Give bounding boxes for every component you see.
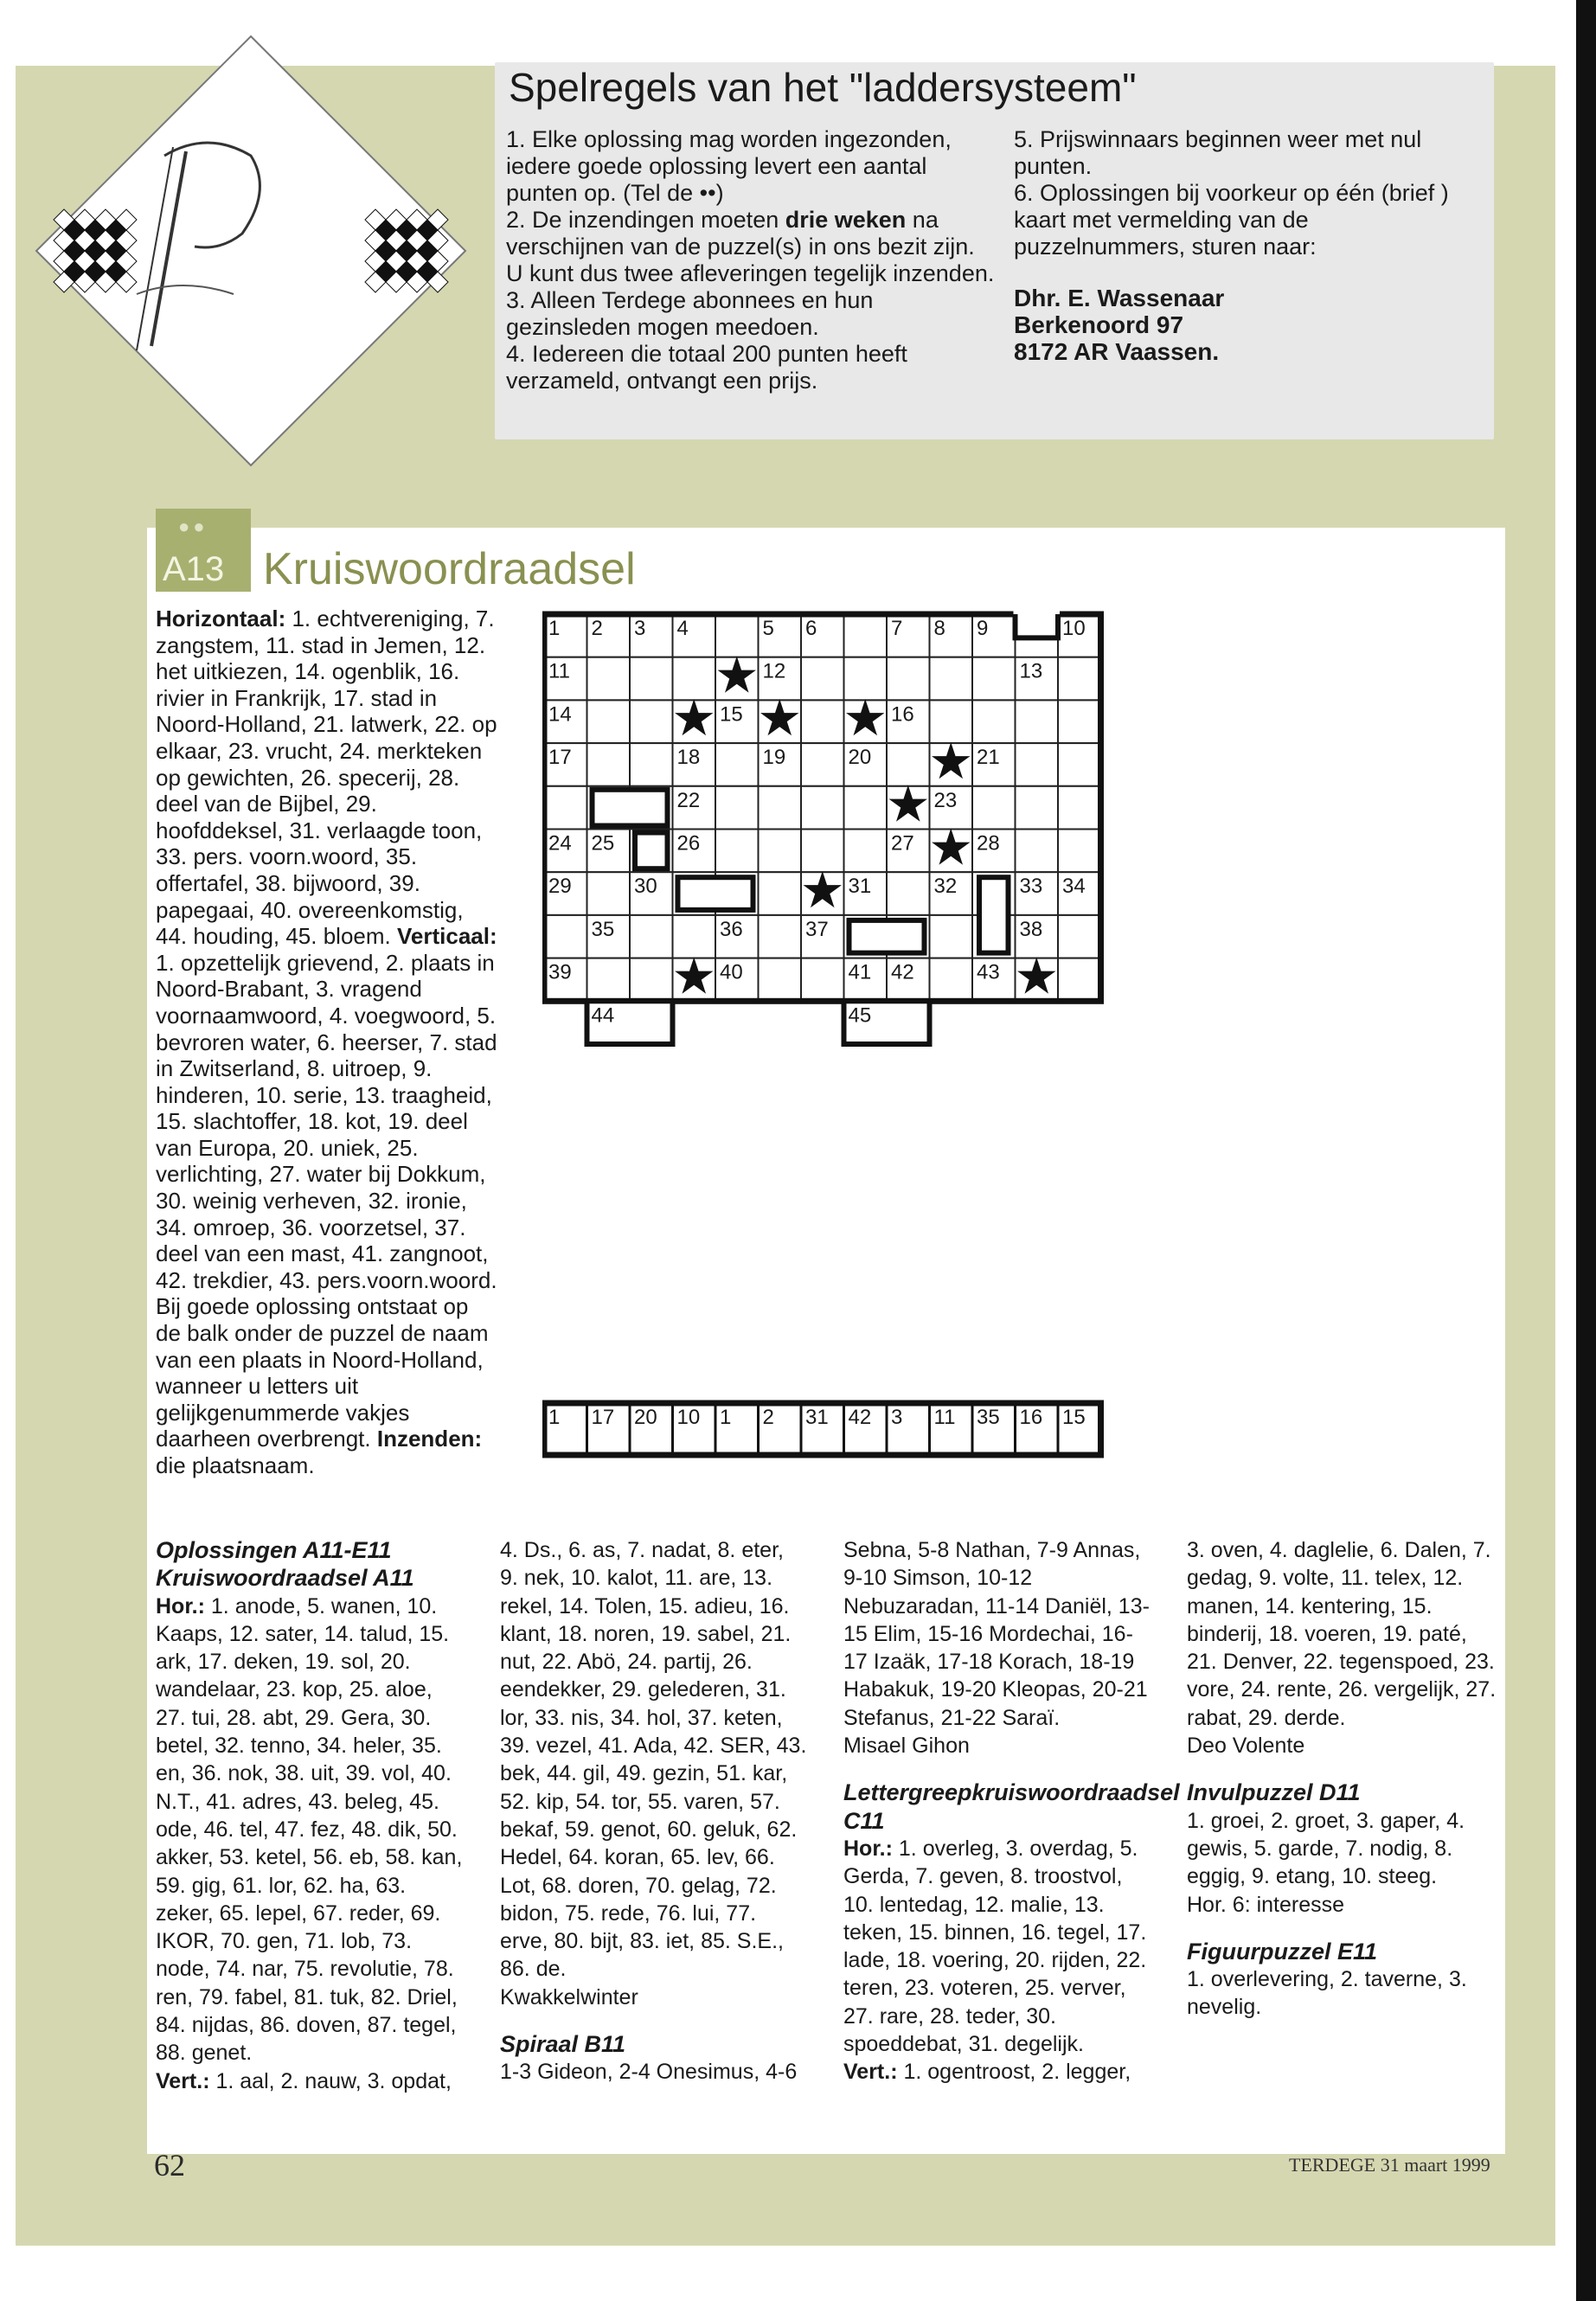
grid-cell: [759, 872, 802, 915]
grid-cell: [844, 830, 888, 873]
cell-number: 20: [848, 746, 872, 770]
cell-number: 22: [676, 788, 701, 812]
grid-cell: [887, 872, 930, 915]
puzzle-title: Kruiswoordraadsel: [263, 544, 636, 594]
grid-cell: [930, 657, 973, 701]
grid-cell: [1058, 700, 1101, 743]
solutions-column-2: [500, 1536, 807, 2086]
cell-number: 38: [1019, 917, 1043, 941]
cell-number: 7: [891, 617, 903, 640]
cell-number: 4: [676, 617, 689, 640]
address-name: Dhr. E. Wassenaar: [1014, 285, 1225, 311]
grid-cell: [759, 830, 802, 873]
cell-number: 25: [591, 831, 615, 856]
grid-cell: [972, 786, 1016, 830]
solution-number: 20: [634, 1406, 657, 1429]
star-icon: ★: [799, 862, 845, 919]
solution-title: Invulpuzzel D11: [1187, 1779, 1361, 1806]
grid-cell: [630, 743, 673, 786]
cell-number: 37: [805, 917, 829, 941]
hor-label: Hor.:: [843, 1836, 893, 1861]
crossword-grid: [542, 611, 1494, 1372]
solutions-column-3: [843, 1536, 1180, 2086]
grid-block: [979, 877, 1009, 952]
grid-cell: [1016, 700, 1059, 743]
solution-number: 17: [591, 1406, 615, 1429]
grid-cell: [972, 700, 1016, 743]
star-icon: ★: [714, 647, 760, 704]
vert-answers: 1. aal, 2. nauw, 3. opdat,: [209, 2068, 452, 2093]
cell-number: 34: [1062, 875, 1086, 899]
cell-number: 10: [1062, 617, 1086, 640]
rule-item: 3. Alleen Terdege abonnees en hun gezinsleden mogen meedoen.: [506, 287, 874, 340]
star-icon: ★: [843, 690, 888, 747]
grid-cell: [715, 786, 759, 830]
vert-label: Vert.:: [156, 2068, 210, 2093]
grid-cell: [1016, 786, 1059, 830]
cell-number: 6: [805, 617, 817, 640]
rules-title: Spelregels van het "laddersysteem": [509, 65, 1137, 110]
hor-answers: 1. anode, 5. wanen, 10. Kaaps, 12. sater, 14. talud, 15. ark, 17. deken, 19. sol, 20. wandelaar, 23. kop, 25. aloe, 27. tui, 28. abt, 29. Gera, 30. betel, 32. tenno, 34. heler, 35. en, 36. nok, 38. uit, 39. vol, 40. N.T., 41. adres, 43. beleg, 45. ode, 46. tel, 47. fez, 48. dik, 50. akker, 53. ketel, 56. eb, 58. kan, 59. gig, 61. lor, 62. ha, 63. zeker, 65. lepel, 67. reder, 69. IKOR, 70. gen, 71. lob, 73. node, 74. nar, 75. revolutie, 78. ren, 79. fabel, 81. tuk, 82. Driel, 84. nijdas, 86. doven, 87. tegel, 88. genet.: [156, 1593, 463, 2066]
solution-number: 1: [720, 1406, 732, 1429]
grid-cell: [972, 657, 1016, 701]
solution-signature: Kwakkelwinter: [500, 1984, 638, 2009]
puzzle-footnote: Bij goede oplossing ontstaat op de balk onder de puzzel de naam van een plaats in Noord-Holland, wanneer u letters uit gelijkgenummerde vakjes daarheen overbrengt.: [156, 1293, 489, 1452]
cell-number: 28: [977, 831, 1000, 856]
horizontaal-label: Horizontaal:: [156, 606, 286, 631]
grid-block: [678, 877, 753, 910]
cell-number: 31: [848, 875, 872, 899]
solution-title: Kruiswoordraadsel A11: [156, 1565, 414, 1592]
solution-number: 2: [762, 1406, 774, 1429]
rules-right-column: [1014, 126, 1464, 365]
grid-cell: [715, 743, 759, 786]
grid-cell: [801, 743, 844, 786]
star-icon: ★: [1014, 948, 1060, 1005]
grid-block: [635, 833, 668, 869]
cell-number: 27: [891, 831, 914, 856]
cell-number: 1: [548, 617, 561, 640]
grid-cell: [844, 614, 888, 657]
puzzle-clues: [156, 606, 497, 1479]
solution-text: Sebna, 5-8 Nathan, 7-9 Annas, 9-10 Simson, 10-12 Nebuzaradan, 11-14 Daniël, 13-15 Elim, 15-16 Mordechai, 16-17 Izaäk, 17-18 Korach, 18-19 Habakuk, 19-20 Kleopas, 20-21 Stefanus, 21-22 Saraï.: [843, 1538, 1150, 1730]
page-number: 62: [154, 2148, 185, 2182]
rules-left-column: [506, 126, 995, 394]
grid-cell: [801, 786, 844, 830]
scan-edge: [1576, 0, 1596, 2301]
grid-cell: [801, 700, 844, 743]
vert-answers: 1. ogentroost, 2. legger,: [897, 2060, 1131, 2085]
grid-cell: [759, 958, 802, 1002]
star-icon: ★: [928, 733, 974, 790]
grid-cell: [1016, 830, 1059, 873]
cell-number: 43: [977, 960, 1000, 984]
solution-text: [843, 2058, 1151, 2086]
cell-number: 23: [933, 788, 958, 812]
inzenden-label: Inzenden:: [376, 1426, 483, 1452]
cell-number: 44: [591, 1003, 615, 1028]
solution-text: 1. groei, 2. groet, 3. gaper, 4. gewis, 5. garde, 7. nodig, 8. eggig, 9. etang, 10. steeg.: [1187, 1808, 1465, 1889]
grid-cell: [887, 657, 930, 701]
vert-label: Vert.:: [843, 2060, 898, 2085]
grid-cell: [930, 958, 973, 1002]
solution-text: [843, 1835, 1151, 2058]
solution-number: 16: [1019, 1406, 1043, 1429]
grid-cell: [630, 915, 673, 958]
grid-cell: [1058, 958, 1101, 1002]
verticaal-clues: 1. opzettelijk grievend, 2. plaats in Noord-Brabant, 3. vragend voornaamwoord, 4. voegwoord, 5. bevroren water, 6. heerser, 7. stad in Zwitserland, 8. uitroep, 9. hinderen, 10. serie, 13. traagheid, 15. slachtoffer, 18. kot, 19. deel van Europa, 20. uniek, 25. verlichting, 27. water bij Dokkum, 30. weinig verheven, 32. ironie, 34. omroep, 36. voorzetsel, 37. deel van een mast, 41. zangnoot, 42. trekdier, 43. pers.voorn.woord.: [156, 949, 497, 1293]
solution-text: 1-3 Gideon, 2-4 Onesimus, 4-6: [500, 2060, 798, 2085]
grid-cell: [587, 958, 631, 1002]
cell-number: 36: [720, 917, 743, 941]
difficulty-dots: ●●: [178, 516, 208, 537]
cell-number: 17: [548, 746, 572, 770]
cell-number: 45: [848, 1003, 872, 1028]
solution-text: [156, 1593, 463, 2067]
solution-number: 3: [891, 1406, 903, 1429]
grid-notch: [1014, 611, 1061, 634]
address-city: 8172 AR Vaassen.: [1014, 338, 1220, 365]
grid-cell: [1058, 786, 1101, 830]
cell-number: 11: [548, 659, 570, 683]
cell-number: 14: [548, 702, 572, 727]
cell-number: 42: [891, 960, 914, 984]
grid-cell: [630, 657, 673, 701]
grid-cell: [844, 786, 888, 830]
cell-number: 8: [933, 617, 945, 640]
star-icon: ★: [671, 948, 717, 1005]
cell-number: 21: [977, 746, 1000, 770]
grid-cell: [715, 830, 759, 873]
grid-cell: [1058, 830, 1101, 873]
grid-cell: [630, 700, 673, 743]
cell-number: 41: [848, 960, 872, 984]
solutions-column-4: [1187, 1536, 1498, 2022]
inzenden-text: die plaatsnaam.: [156, 1452, 315, 1478]
rule-item: 4. Iedereen die totaal 200 punten heeft verzameld, ontvangt een prijs.: [506, 341, 907, 394]
star-icon: ★: [885, 776, 931, 833]
grid-cell: [801, 958, 844, 1002]
hor-answers: 1. overleg, 3. overdag, 5. Gerda, 7. geven, 8. troostvol, 10. lentedag, 12. malie, 13. teken, 15. binnen, 16. tegel, 17. lade, 18. voering, 20. rijden, 22. teren, 23. voteren, 25. verver, 27. rare, 28. teder, 30. spoeddebat, 31. degelijk.: [843, 1836, 1147, 2057]
puzzle-logo: [35, 35, 467, 467]
solution-title: Lettergreepkruiswoordraadsel C11: [843, 1779, 1180, 1834]
puzzle-code-badge: [156, 509, 251, 592]
solution-text: [156, 2067, 463, 2095]
solution-text: Hor. 6: interesse: [1187, 1892, 1345, 1917]
grid-cell: [930, 915, 973, 958]
solution-number: 15: [1062, 1406, 1086, 1429]
cell-number: 18: [676, 746, 701, 770]
checker-right-icon: [365, 209, 448, 292]
solution-title: Spiraal B11: [500, 2031, 626, 2058]
cell-number: 33: [1019, 875, 1043, 899]
solution-bar: [542, 1398, 1494, 1484]
grid-cell: [1058, 915, 1101, 958]
cell-number: 12: [762, 659, 786, 683]
star-icon: ★: [757, 690, 803, 747]
cell-number: 15: [720, 702, 743, 727]
rule-item: 1. Elke oplossing mag worden ingezonden, iedere goede oplossing levert een aantal punten op. (Tel de ••): [506, 126, 952, 206]
cell-number: 30: [634, 875, 657, 899]
cell-number: 32: [933, 875, 958, 899]
solution-text: 3. oven, 4. daglelie, 6. Dalen, 7. gedag, 9. volte, 11. telex, 12. manen, 14. kentering, 15. binderij, 18. voeren, 19. paté, 21. Denver, 22. tegenspoed, 23. vore, 24. rente, 26. vergelijk, 27. rabat, 29. derde.: [1187, 1538, 1497, 1730]
magazine-footer: TERDEGE 31 maart 1999: [1289, 2154, 1490, 2176]
rule-item: 2. De inzendingen moeten drie weken na verschijnen van de puzzel(s) in ons bezit zijn. U kunt dus twee afleveringen tegelijk inzenden.: [506, 207, 995, 286]
address-street: Berkenoord 97: [1014, 311, 1184, 338]
cell-number: 35: [591, 917, 615, 941]
solution-title: Figuurpuzzel E11: [1187, 1938, 1378, 1965]
cell-number: 19: [762, 746, 786, 770]
cell-number: 24: [548, 831, 572, 856]
hor-label: Hor.:: [156, 1593, 205, 1618]
spacer: [500, 2011, 807, 2030]
grid-cell: [587, 872, 631, 915]
grid-cell: [1058, 743, 1101, 786]
grid-cell: [587, 743, 631, 786]
spacer: [1187, 1759, 1498, 1779]
grid-cell: [544, 915, 587, 958]
solution-number: 10: [676, 1406, 701, 1429]
solution-text: 4. Ds., 6. as, 7. nadat, 8. eter, 9. nek, 10. kalot, 11. are, 13. rekel, 14. Tolen, 15. adieu, 16. klant, 18. noren, 19. sabel, 21. nut, 22. Abö, 24. partij, 26. eendekker, 29. gelederen, 31. lor, 33. nis, 34. hol, 37. keten, 39. vezel, 41. Ada, 42. SER, 43. bek, 44. gil, 49. gezin, 51. kar, 52. kip, 54. tor, 55. varen, 57. bekaf, 59. genot, 60. geluk, 62. Hedel, 64. koran, 65. lev, 66. Lot, 68. doren, 70. gelag, 72. bidon, 75. rede, 76. lui, 77. erve, 80. bijt, 83. iet, 85. S.E., 86. de.: [500, 1538, 807, 1982]
grid-cell: [587, 657, 631, 701]
solution-number: 35: [977, 1406, 1000, 1429]
grid-cell: [544, 786, 587, 830]
solution-number: 1: [548, 1406, 561, 1429]
solutions-heading: Oplossingen A11-E11: [156, 1537, 392, 1563]
cell-number: 39: [548, 960, 572, 984]
spacer: [1187, 1919, 1498, 1938]
horizontaal-clues: 1. echtvereniging, 7. zangstem, 11. stad in Jemen, 12. het uitkiezen, 14. ogenblik, 16. rivier in Frankrijk, 17. stad in Noord-Holland, 21. latwerk, 22. op elkaar, 23. vrucht, 24. merkteken op gewichten, 26. specerij, 28. deel van de Bijbel, 29. hoofddeksel, 31. verlaagde toon, 33. pers. voorn.woord, 35. offertafel, 38. bijwoord, 39. papegaai, 40. overeenkomstig, 44. houding, 45. bloem.: [156, 606, 497, 950]
star-icon: ★: [928, 819, 974, 876]
solution-text: 1. overlevering, 2. taverne, 3. nevelig.: [1187, 1967, 1467, 2020]
solution-number: 42: [848, 1406, 872, 1429]
rule-item: 5. Prijswinnaars beginnen weer met nul punten.: [1014, 126, 1422, 179]
checker-left-icon: [54, 209, 137, 292]
cell-number: 26: [676, 831, 701, 856]
cell-number: 40: [720, 960, 743, 984]
grid-cell: [587, 700, 631, 743]
rule-item: 6. Oplossingen bij voorkeur op één (brief ) kaart met vermelding van de puzzelnummers, sturen naar:: [1014, 180, 1449, 260]
cell-number: 9: [977, 617, 989, 640]
solutions-column-1: [156, 1536, 463, 2095]
grid-cell: [759, 915, 802, 958]
cell-number: 29: [548, 875, 572, 899]
rule-emphasis: drie weken: [785, 207, 907, 233]
solution-number: 31: [805, 1406, 829, 1429]
grid-cell: [801, 657, 844, 701]
grid-cell: [1016, 743, 1059, 786]
cell-number: 3: [634, 617, 646, 640]
cell-number: 13: [1019, 659, 1043, 683]
grid-block: [849, 920, 925, 953]
puzzle-code: A13: [163, 550, 225, 588]
spacer: [1014, 260, 1464, 285]
spacer: [843, 1759, 1151, 1779]
star-icon: ★: [671, 690, 717, 747]
verticaal-label: Verticaal:: [397, 923, 497, 950]
grid-cell: [630, 958, 673, 1002]
grid-cell: [1058, 657, 1101, 701]
grid-cell: [759, 786, 802, 830]
solution-number: 11: [933, 1406, 956, 1429]
solution-signature: Misael Gihon: [843, 1734, 970, 1759]
cell-number: 16: [891, 702, 914, 727]
cell-number: 2: [591, 617, 603, 640]
grid-block: [593, 790, 668, 826]
solution-signature: Deo Volente: [1187, 1734, 1305, 1759]
cell-number: 5: [762, 617, 774, 640]
